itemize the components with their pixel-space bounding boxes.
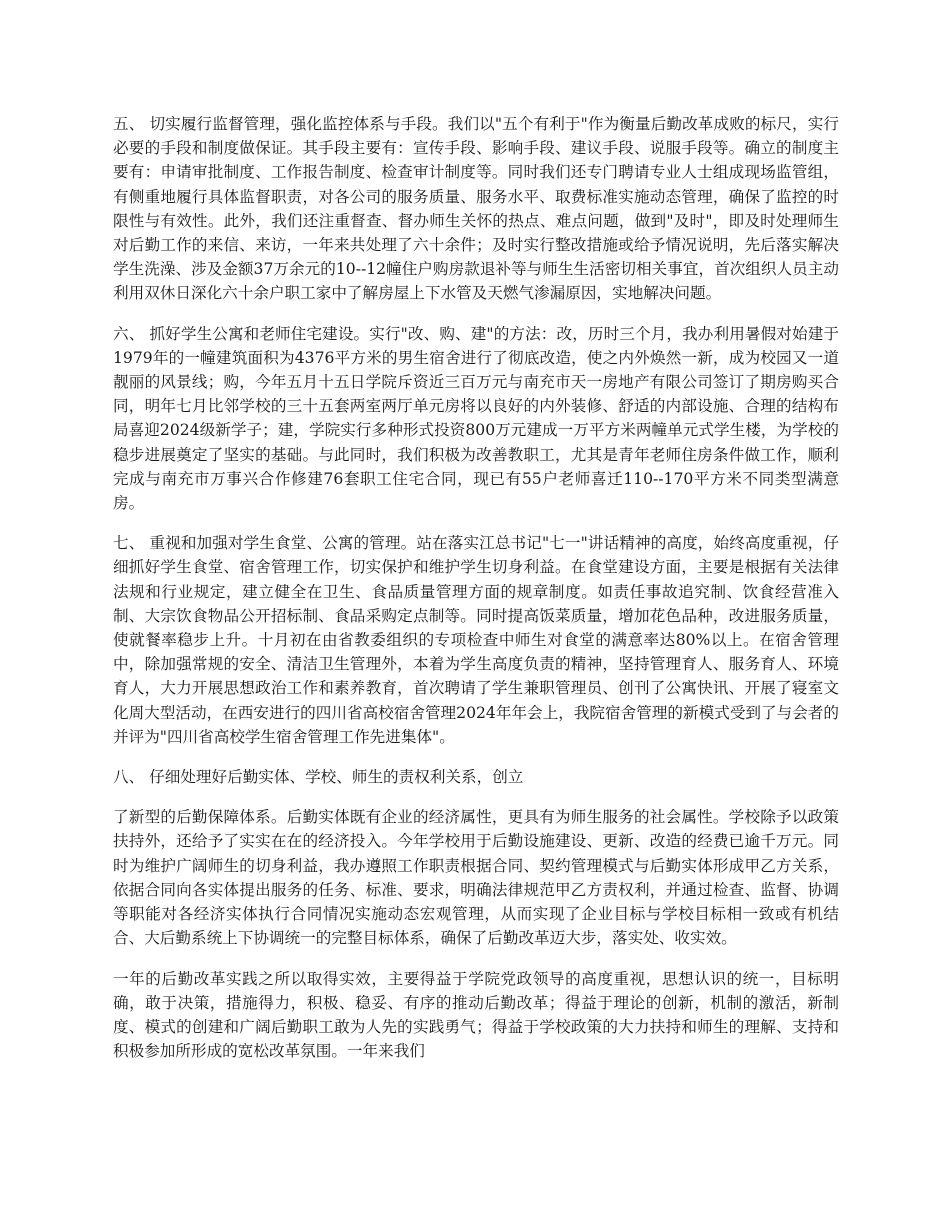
document-body	[113, 112, 839, 1079]
paragraph-section-6: 六、 抓好学生公寓和老师住宅建设。实行"改、购、建"的方法：改，历时三个月，我办利用暑假对始建于1979年的一幢建筑面积为4376平方米的男生宿舍进行了彻底改造，使之内外焕然一新，成为校园又一道靓丽的风景线；购，今年五月十五日学院斥资近三百万元与南充市天一房地产有限公司签订了期房购买合同，明年七月比邻学校的三十五套两室两厅单元房将以良好的内外装修、舒适的内部设施、合理的结构布局喜迎2024级新学子；建，学院实行多种形式投资800万元建成一万平方米两幢单元式学生楼，为学校的稳步进展奠定了坚实的基础。与此同时，我们积极为改善教职工，尤其是青年老师住房条件做工作，顺利完成与南充市万事兴合作修建76套职工住宅合同，现已有55户老师喜迁110--170平方米不同类型满意房。	[113, 324, 839, 513]
paragraph-section-8-body: 了新型的后勤保障体系。后勤实体既有企业的经济属性，更具有为师生服务的社会属性。学校除予以政策扶持外，还给予了实实在在的经济投入。今年学校用于后勤设施建设、更新、改造的经费已逾千万元。同时为维护广阔师生的切身利益，我办遵照工作职责根据合同、契约管理模式与后勤实体形成甲乙方关系，依据合同向各实体提出服务的任务、标准、要求，明确法律规范甲乙方责权利，并通过检查、监督、协调等职能对各经济实体执行合同情况实施动态宏观管理，从而实现了企业目标与学校目标相一致或有机结合、大后勤系统上下协调统一的完整目标体系，确保了后勤改革迈大步，落实处、收实效。	[113, 808, 839, 948]
paragraph-summary: 一年的后勤改革实践之所以取得实效，主要得益于学院党政领导的高度重视，思想认识的统一，目标明确，敢于决策，措施得力，积极、稳妥、有序的推动后勤改革；得益于理论的创新，机制的激活，新制度、模式的创建和广阔后勤职工敢为人先的实践勇气；得益于学校政策的大力扶持和师生的理解、支持和积极参加所形成的宽松改革氛围。一年来我们	[113, 969, 839, 1061]
paragraph-section-5: 五、 切实履行监督管理，强化监控体系与手段。我们以"五个有利于"作为衡量后勤改革成败的标尺，实行必要的手段和制度做保证。其手段主要有：宣传手段、影响手段、建议手段、说服手段等。确立的制度主要有：申请审批制度、工作报告制度、检查审计制度等。同时我们还专门聘请专业人士组成现场监管组，有侧重地履行具体监督职责，对各公司的服务质量、服务水平、取费标准实施动态管理，确保了监控的时限性与有效性。此外，我们还注重督查、督办师生关怀的热点、难点问题，做到"及时"，即及时处理师生对后勤工作的来信、来访，一年来共处理了六十余件；及时实行整改措施或给予情况说明，先后落实解决学生洗澡、涉及金额37万余元的10--12幢住户购房款退补等与师生生活密切相关事宜，首次组织人员主动利用双休日深化六十余户职工家中了解房屋上下水管及天燃气渗漏原因，实地解决问题。	[113, 115, 839, 303]
paragraph-section-7: 七、 重视和加强对学生食堂、公寓的管理。站在落实江总书记"七一"讲话精神的高度，始终高度重视，仔细抓好学生食堂、宿舍管理工作，切实保护和维护学生切身利益。在食堂建设方面，主要是根据有关法律法规和行业规定，建立健全在卫生、食品质量管理方面的规章制度。如责任事故追究制、饮食经营准入制、大宗饮食物品公开招标制、食品采购定点制等。同时提高饭菜质量，增加花色品种，改进服务质量，使就餐率稳步上升。十月初在由省教委组织的专项检查中师生对食堂的满意率达80%以上。在宿舍管理中，除加强常规的安全、清洁卫生管理外，本着为学生高度负责的精神，坚持管理育人、服务育人、环境育人，大力开展思想政治工作和素养教育，首次聘请了学生兼职管理员、创刊了公寓快讯、开展了寝室文化周大型活动，在西安进行的四川省高校宿舍管理2024年年会上，我院宿舍管理的新模式受到了与会者的并评为"四川省高校学生宿舍管理工作先进集体"。	[113, 534, 839, 746]
paragraph-section-8-heading: 八、 仔细处理好后勤实体、学校、师生的责权利关系，创立	[113, 768, 524, 787]
